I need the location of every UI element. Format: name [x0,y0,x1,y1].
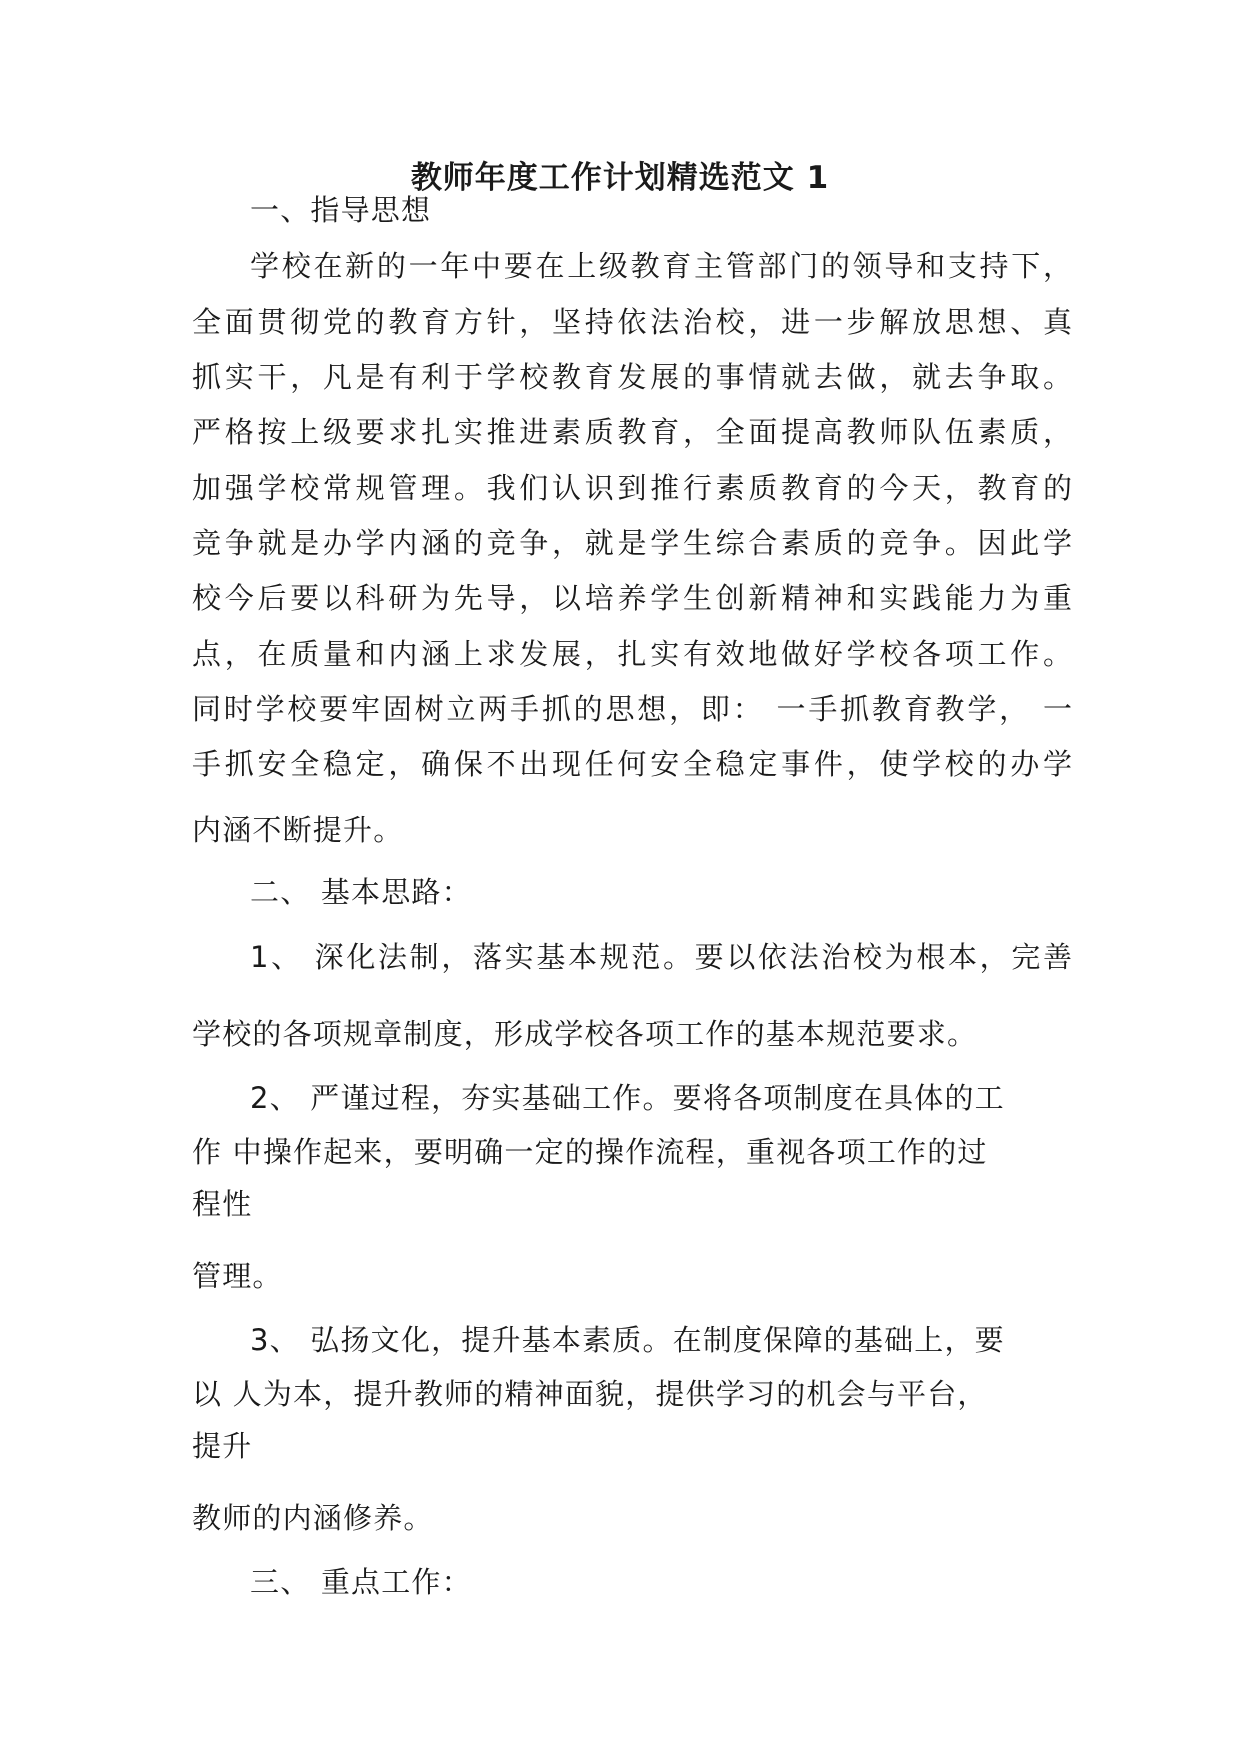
paragraph-line: 点，在质量和内涵上求发展，扎实有效地做好学校各项工作。 [192,637,1072,671]
paragraph-line: 全面贯彻党的教育方针，坚持依法治校，进一步解放思想、真 [192,305,1072,339]
paragraph-line: 抓实干，凡是有利于学校教育发展的事情就去做，就去争取。 [192,360,1072,394]
list-item-line: 3、 弘扬文化，提升基本素质。在制度保障的基础上，要 [250,1323,1005,1357]
paragraph-line: 手抓安全稳定，确保不出现任何安全稳定事件，使学校的办学 [192,747,1072,781]
list-item-line: 教师的内涵修养。 [192,1501,434,1535]
section-heading-guiding-ideology: 一、指导思想 [250,193,432,227]
paragraph-line: 内涵不断提升。 [192,813,404,847]
paragraph-line: 严格按上级要求扎实推进素质教育，全面提高教师队伍素质， [192,415,1072,449]
section-heading-basic-approach: 二、 基本思路： [250,875,472,909]
document-title: 教师年度工作计划精选范文 1 [410,160,830,196]
paragraph-line: 加强学校常规管理。我们认识到推行素质教育的今天，教育的 [192,471,1072,505]
paragraph-line: 同时学校要牢固树立两手抓的思想，即： 一手抓教育教学， 一 [192,692,1072,726]
list-item-line: 管理。 [192,1259,283,1293]
section-heading-key-work: 三、 重点工作： [250,1565,472,1599]
list-item-line: 2、 严谨过程，夯实基础工作。要将各项制度在具体的工 [250,1081,1005,1115]
list-item-line: 程性 [192,1187,253,1221]
paragraph-line: 校今后要以科研为先导，以培养学生创新精神和实践能力为重 [192,581,1072,615]
paragraph-line: 竞争就是办学内涵的竞争，就是学生综合素质的竞争。因此学 [192,526,1072,560]
list-item-line: 学校的各项规章制度，形成学校各项工作的基本规范要求。 [192,1017,978,1051]
paragraph-line: 学校在新的一年中要在上级教育主管部门的领导和支持下， [250,249,1072,283]
list-item-line: 作 中操作起来，要明确一定的操作流程，重视各项工作的过 [192,1135,988,1169]
list-item-line: 1、 深化法制，落实基本规范。要以依法治校为根本，完善 [250,940,1072,974]
list-item-line: 以 人为本，提升教师的精神面貌，提供学习的机会与平台， [192,1377,988,1411]
list-item-line: 提升 [192,1429,253,1463]
